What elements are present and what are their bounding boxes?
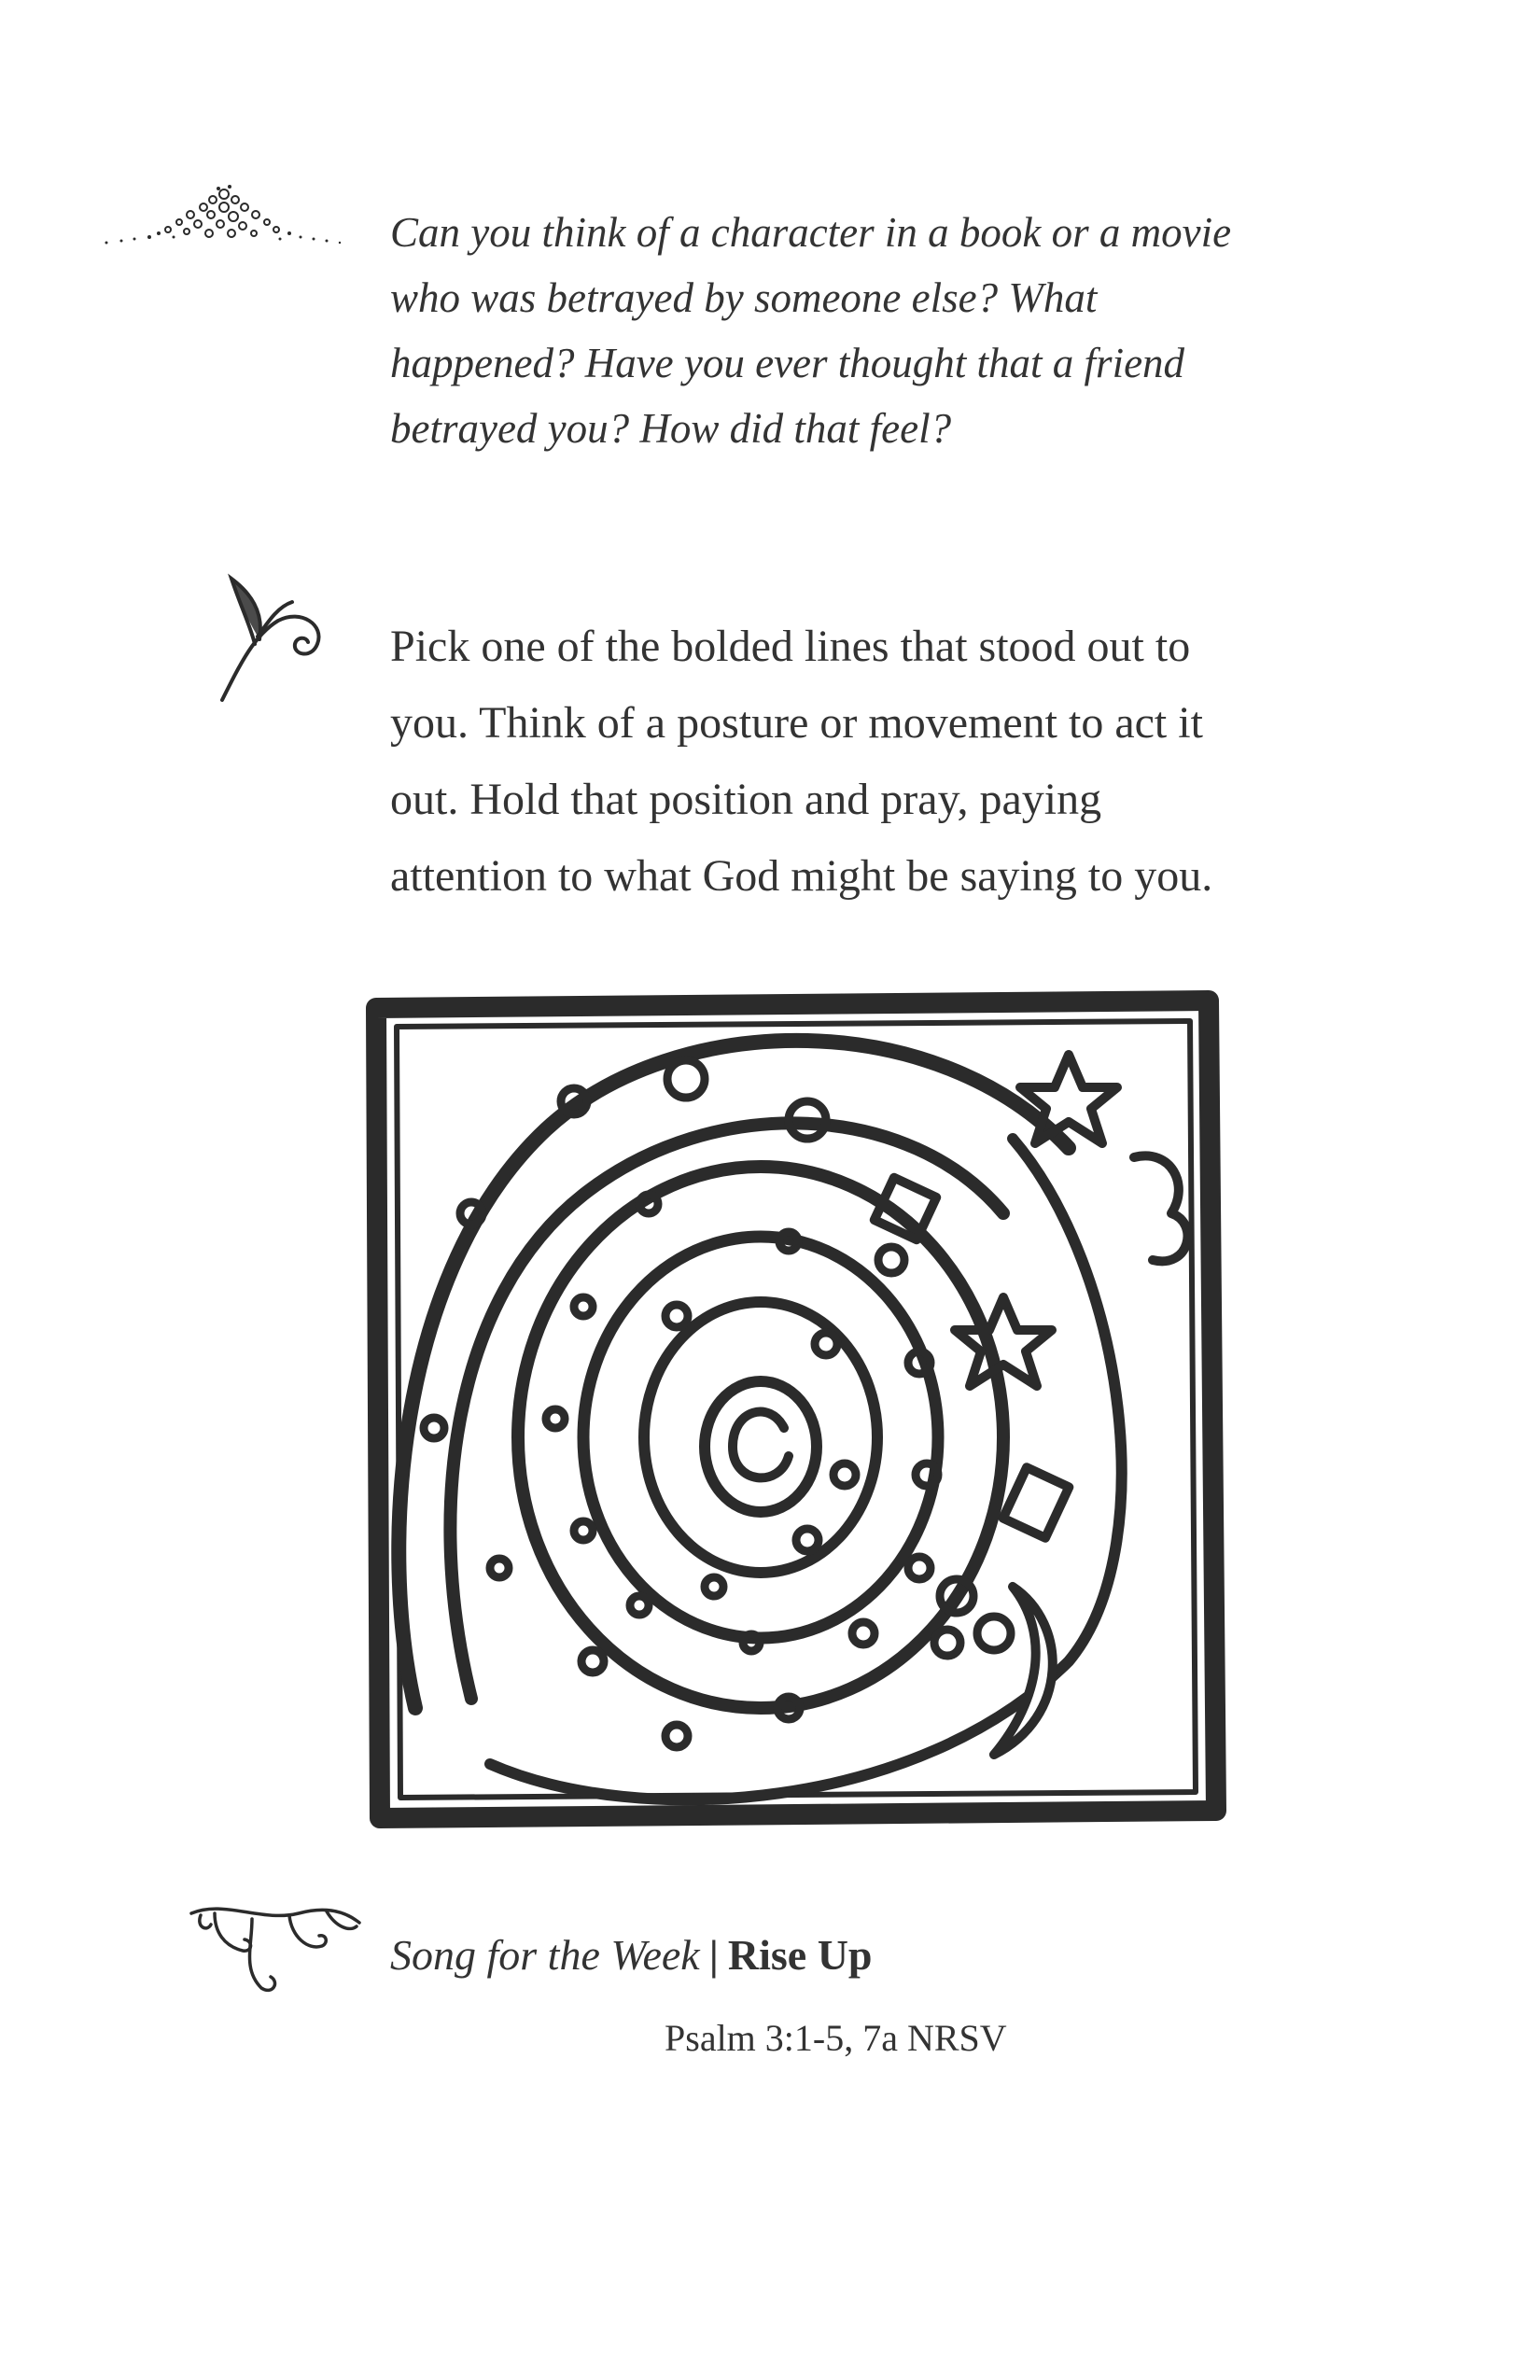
song-label: Song for the Week [390, 1931, 700, 1979]
prayer-line: Pick one of the bolded lines that stood out to [390, 622, 1191, 671]
scripture-reference: Psalm 3:1-5, 7a NRSV [665, 2017, 1007, 2059]
prayer-line: you. Think of a posture or movement to act it [390, 698, 1203, 748]
vine-flourish-icon [187, 1895, 364, 1997]
question-line: Can you think of a character in a book or a movie [390, 209, 1232, 256]
question-line: who was betrayed by someone else? What [390, 274, 1098, 321]
sparkle-mound-icon [93, 166, 355, 259]
sprout-icon [213, 569, 343, 709]
song-separator: | [708, 1931, 719, 1979]
spiral-coloring-illustration [359, 989, 1237, 1829]
song-heading [390, 1930, 873, 1980]
song-title: Rise Up [727, 1931, 873, 1979]
prayer-line: out. Hold that position and pray, paying [390, 775, 1102, 824]
question-line: happened? Have you ever thought that a friend [390, 340, 1185, 386]
prayer-line: attention to what God might be saying to you. [390, 851, 1213, 901]
question-line: betrayed you? How did that feel? [390, 405, 952, 452]
prayer-instruction [390, 609, 1379, 915]
reflection-question [390, 200, 1379, 461]
